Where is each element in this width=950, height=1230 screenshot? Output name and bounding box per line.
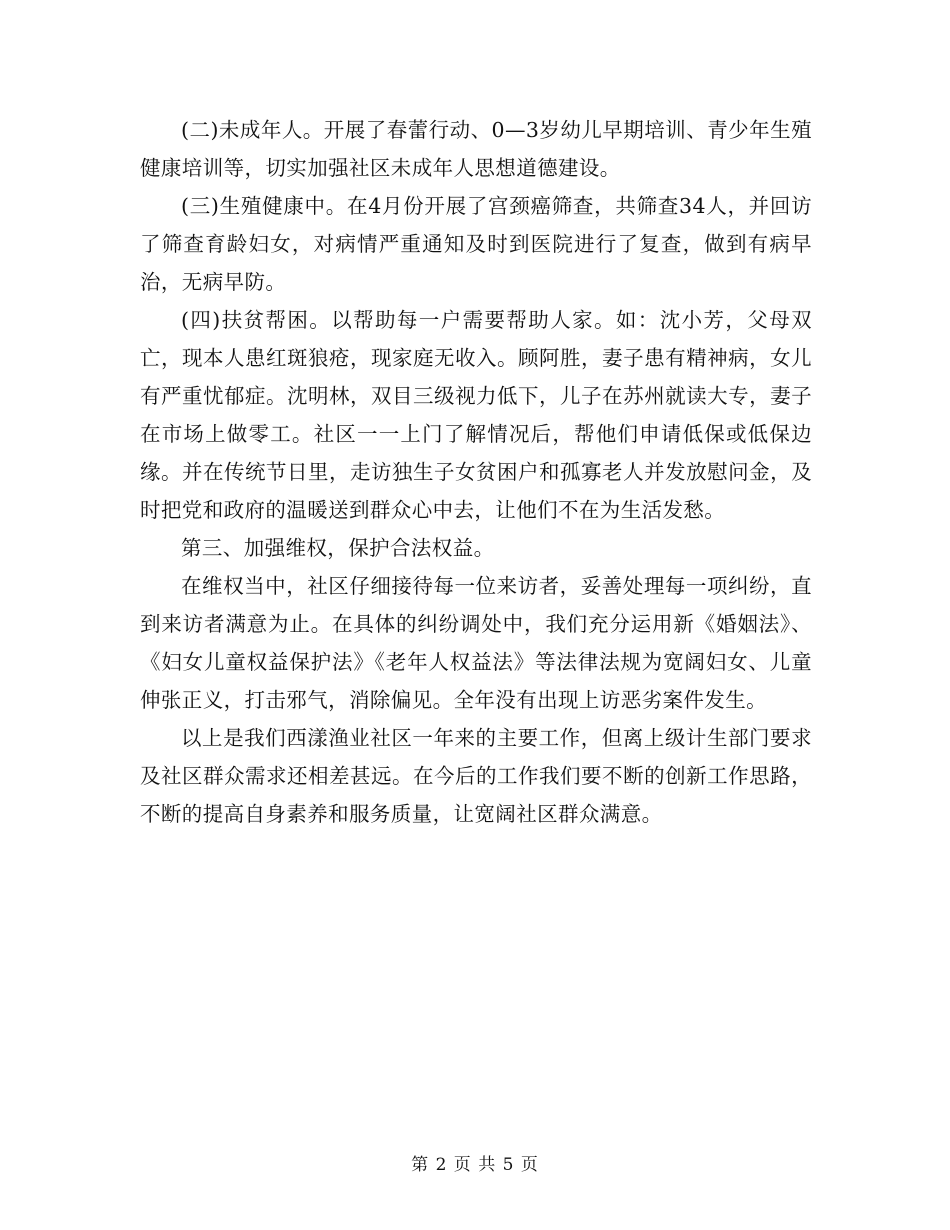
paragraph-reproductive-health: (三)生殖健康中。在4月份开展了宫颈癌筛查，共筛查34人，并回访了筛查育龄妇女，对病情严重通知及时到医院进行了复查，做到有病早治，无病早防。 [140, 194, 813, 294]
paragraph-minors: (二)未成年人。开展了春蕾行动、0—3岁幼儿早期培训、青少年生殖健康培训等，切实加强社区未成年人思想道德建设。 [140, 118, 812, 180]
paragraph-rights-protection: 在维权当中，社区仔细接待每一位来访者，妥善处理每一项纠纷，直到来访者满意为止。在具体的纠纷调处中，我们充分运用新《婚姻法》、《妇女儿童权益保护法》《老年人权益法》等法律法规为宽阔妇女、儿童伸张正义，打击邪气，消除偏见。全年没有出现上访恶劣案件发生。 [140, 574, 812, 712]
paragraph-poverty-relief: (四)扶贫帮困。以帮助每一户需要帮助人家。如：沈小芳，父母双亡，现本人患红斑狼疮，现家庭无收入。顾阿胜，妻子患有精神病，女儿有严重忧郁症。沈明林，双目三级视力低下，儿子在苏州就读大专，妻子在市场上做零工。社区一一上门了解情况后，帮他们申请低保或低保边缘。并在传统节日里，走访独生子女贫困户和孤寡老人并发放慰问金，及时把党和政府的温暖送到群众心中去，让他们不在为生活发愁。 [140, 308, 812, 522]
paragraph-conclusion: 以上是我们西漾渔业社区一年来的主要工作，但离上级计生部门要求及社区群众需求还相差甚远。在今后的工作我们要不断的创新工作思路，不断的提高自身素养和服务质量，让宽阔社区群众满意。 [140, 726, 812, 826]
page-footer [0, 1153, 950, 1177]
document-body [140, 111, 812, 833]
page-number: 第 2 页 共 5 页 [411, 1155, 539, 1175]
section-heading-rights: 第三、加强维权，保护合法权益。 [181, 536, 495, 560]
